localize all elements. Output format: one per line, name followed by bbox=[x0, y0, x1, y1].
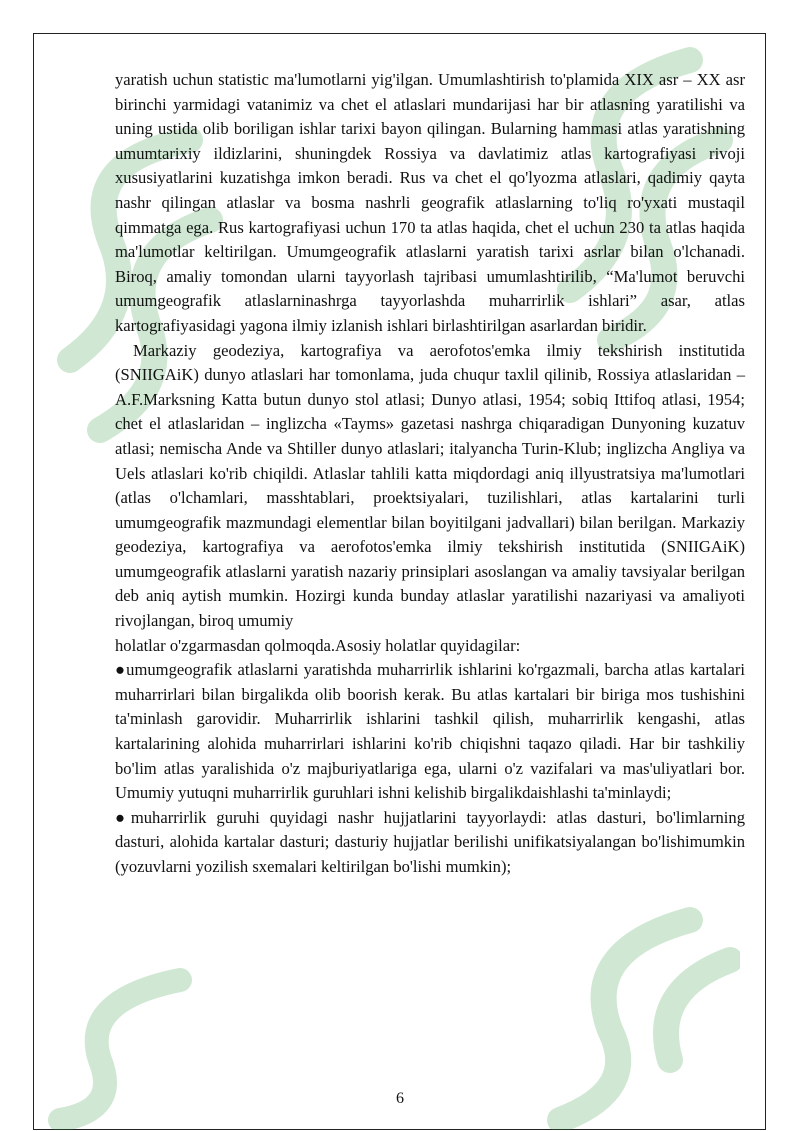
bullet-item: ●muharrirlik guruhi quyidagi nashr hujjatlarini tayyorlaydi: atlas dasturi, bo'limlarning dasturi, alohida kartalar dasturi; dasturiy hujjatlar berilishi unifikatsiyalangan bo'lishimumkin (yozuvlarni yozilish sxemalari keltirilgan bo'lishi mumkin); bbox=[115, 807, 745, 876]
page-number: 6 bbox=[396, 1090, 404, 1107]
bullet-item: ●umumgeografik atlaslarni yaratishda muharrirlik ishlarini ko'rgazmali, barcha atlas kartalari muharrirlari bilan birgalikda olib boorish kerak. Bu atlas kartalari bir biriga mos tushishini ta'minlash garovidir. Muharrirlik ishlarini tashkil qilish, muharrirlik kengashi, atlas kartalarining alohida muharrirlari ishlarini ko'rib chiqishni taqazo qiladi. Har bir tashkiliy bo'lim atlas yaralishida o'z majburiyatlariga ega, ularni o'z vazifalari va mas'uliyatlari bor. Umumiy yutuqni muharrirlik guruhlari ishni kelishib birgalikdaishlashi ta'minlaydi; bbox=[115, 660, 745, 803]
paragraph: yaratish uchun statistic ma'lumotlarni yig'ilgan. Umumlashtirish to'plamida XIX asr – XX asr birinchi yarmidagi vatanimiz va chet el atlaslari mundarijasi har bir atlasning yaratilishi va uning ustida olib boriligan ishlar tarixi bayon qilingan. Bularning hammasi atlas yaratishning umumtarixiy ildizlarini, shuningdek Rossiya va davlatimiz atlas kartografiyasi rivoji xususiyatlarini kuzatishga imkon beradi. Rus va chet el qo'lyozma atlaslari, qadimiy qayta nashr qilingan atlaslar va bosma nashrli geografik atlaslarning to'liq ro'yxati mustaqil qimmatga ega. Rus kartografiyasi uchun 170 ta atlas haqida, chet el uchun 230 ta atlas haqida ma'lumotlar keltirilgan. Umumgeografik atlaslarni yaratish tarixi asrlar bilan o'lchanadi. Biroq, amaliy tomondan ularni tayyorlash tajribasi umumlashtirilib, “Ma'lumot beruvchi umumgeografik atlaslarninashrga tayyorlashda muharrirlik ishlari” asar, atlas kartografiyasidagi yagona ilmiy izlanish ishlari birlashtirilgan asarlardan biridir. bbox=[115, 70, 745, 335]
paragraph: Markaziy geodeziya, kartografiya va aerofotos'emka ilmiy tekshirish institutida (SNIIGAiK) dunyo atlaslari har tomonlama, juda chuqur taxlil qilinib, Rossiya atlaslaridan – A.F.Marksning Katta butun dunyo stol atlasi; Dunyo atlasi, 1954; sobiq Ittifoq atlasi, 1954; chet el atlaslaridan – inglizcha «Tayms» gazetasi nashrga chiqaradigan Dunyoning kuzatuv atlasi; nemischa Ande va Shtiller dunyo atlaslari; italyancha Turin-Klub; inglizcha Angliya va Uels atlaslari ko'rib chiqildi. Atlaslar tahlili katta miqdordagi aniq illyustratsiya ma'lumotlari (atlas o'lchamlari, masshtablari, proektsiyalari, tuzilishlari, atlas kartalarini turli umumgeografik mazmundagi elementlar bilan boyitilgani jadvallari) bilan berilgan. Markaziy geodeziya, kartografiya va aerofotos'emka ilmiy tekshirish institutida (SNIIGAiK) umumgeografik atlaslarni yaratish nazariy prinsiplari asoslangan va amaliy tavsiyalar berilgan deb aniq aytish mumkin. Hozirgi kunda bunday atlaslar yaratilishi nazariyasi va amaliyoti rivojlangan, biroq umumiy bbox=[115, 340, 745, 631]
paragraph: holatlar o'zgarmasdan qolmoqda.Asosiy holatlar quyidagilar: bbox=[115, 635, 521, 655]
document-body bbox=[115, 68, 745, 880]
